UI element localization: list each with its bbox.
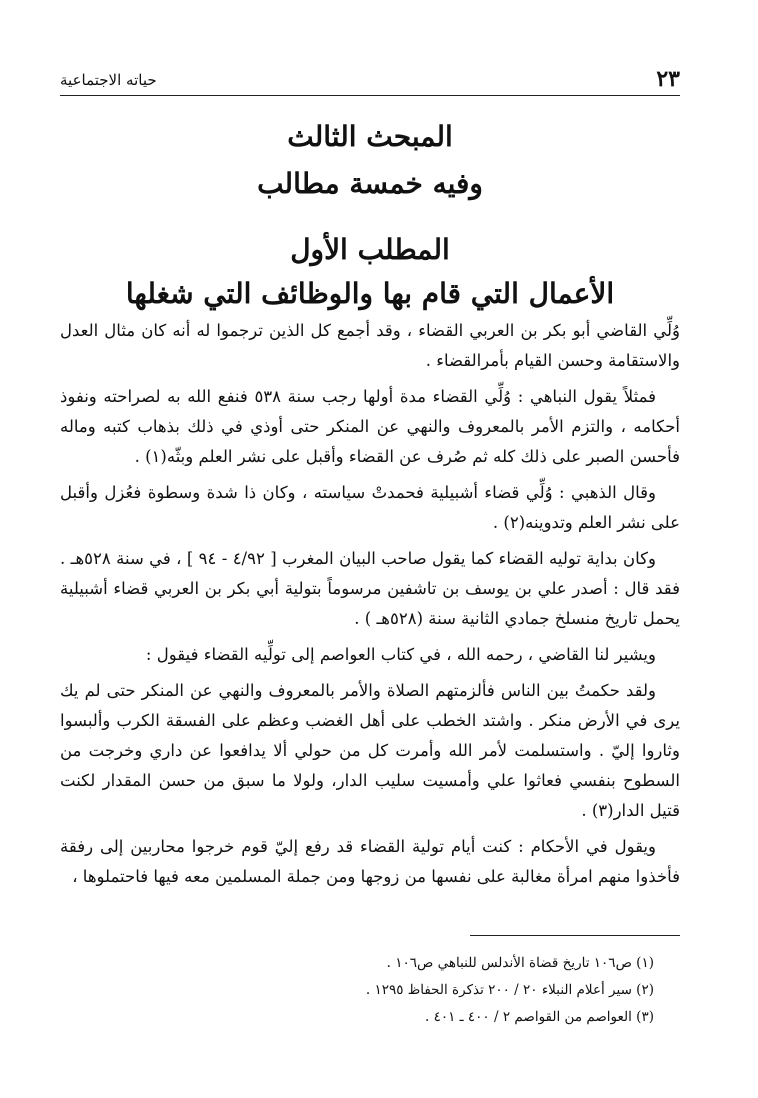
paragraph: وُلِّي القاضي أبو بكر بن العربي القضاء ، وقد أجمع كل الذين ترجموا له أنه كان مثال العدل والاستقامة وحسن القيام بأمرالقضاء . [60,321,680,370]
paragraph: ويشير لنا القاضي ، رحمه الله ، في كتاب العواصم إلى تولِّيه القضاء فيقول : [145,645,656,664]
body-text [60,316,680,898]
section-subtitle: وفيه خمسة مطالب [257,167,483,200]
paragraph: وكان بداية توليه القضاء كما يقول صاحب البيان المغرب [ ٤/٩٢ - ٩٤ ] ، في سنة ٥٢٨هـ . فقد قال : أصدر علي بن يوسف بن تاشفين مرسوماً بتولية أبي بكر بن العربي قضاء أشبيلية يحمل تاريخ منسلخ جمادي الثانية سنة (٥٢٨هـ ) . [60,549,680,628]
quotation-paragraph: ولقد حكمتُ بين الناس فألزمتهم الصلاة والأمر بالمعروف والنهي عن المنكر حتى لم يك يرى في الأرض منكر . واشتد الخطب على أهل الغضب وعظم على الفسقة الكرب وألبسوا وثاروا إليّ . واستسلمت لأمر الله وأمرت كل من حولي ألا يدافعوا عن داري وخرجت من السطوح بنفسي فعاثوا علي وأمسيت سليب الدار، ولولا ما سبق من حسن المقدار لكنت قتيل الدار(٣) . [60,681,680,820]
footnote: (٣) العواصم من القواصم ٢ / ٤٠٠ ـ ٤٠١ . [425,1009,654,1025]
running-title: حياته الاجتماعية [60,71,157,89]
footnote: (١) ص١٠٦ تاريخ قضاة الأندلس للنباهي ص١٠٦ . [386,955,654,971]
section-title: المبحث الثالث [287,120,453,153]
footnotes [60,950,680,1031]
footnote-rule [470,935,680,936]
header-rule [60,95,680,96]
requirement-subtitle: الأعمال التي قام بها والوظائف التي شغلها [125,277,615,310]
paragraph: وقال الذهبي : وُلِّي قضاء أشبيلية فحمدتْ سياسته ، وكان ذا شدة وسطوة فعُزل وأقبل على نشر العلم وتدوينه(٢) . [60,483,680,532]
paragraph: ويقول في الأحكام : كنت أيام تولية القضاء قد رفع إليّ قوم خرجوا محاربين إلى رفقة فأخذوا منهم امرأة مغالبة على نفسها من زوجها ومن جملة المسلمين معه فيها فاحتملوها ، [60,837,680,886]
footnote: (٢) سير أعلام النبلاء ٢٠ / ٢٠٠ تذكرة الحفاظ ١٢٩٥ . [365,982,654,998]
requirement-title: المطلب الأول [290,233,450,266]
paragraph: فمثلاً يقول النباهي : وُلِّي القضاء مدة أولها رجب سنة ٥٣٨ فنفع الله به لصراحته ونفوذ أحكامه ، والتزم الأمر بالمعروف والنهي عن المنكر حتى أوذي في ذلك بذهاب كتبه وماله فأحسن الصبر على ذلك كله ثم صُرف عن القضاء وأقبل على نشر العلم وبثّه(١) . [60,387,680,466]
page-number: ٢٣ [656,66,680,92]
running-header [60,66,680,92]
